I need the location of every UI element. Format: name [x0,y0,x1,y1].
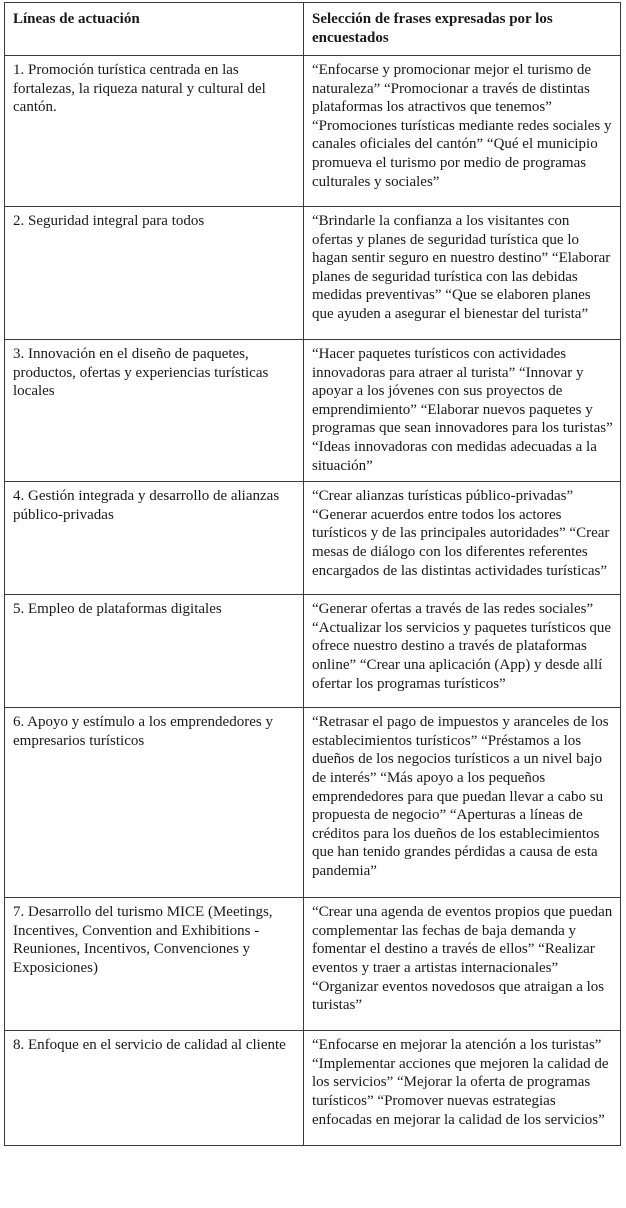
table-row [5,56,621,207]
row-line-cell: 5. Empleo de plataformas digitales [5,595,304,708]
row-phrases-cell: “Crear alianzas turísticas público-privadas” “Generar acuerdos entre todos los actores turísticos y de las principales autoridades” “Crear mesas de diálogo con los diferentes referentes encargados de las distintas actividades turísticas” [304,482,621,595]
document-page [4,2,621,1146]
header-selected-phrases: Selección de frases expresadas por los encuestados [304,3,621,56]
row-phrases-cell: “Retrasar el pago de impuestos y aranceles de los establecimientos turísticos” “Préstamos a los dueños de los negocios turísticos a un nivel bajo de interés” “Más apoyo a los pequeños emprendedores para que puedan llevar a cabo su propuesta de negocio” “Aperturas a líneas de créditos para los dueños de los establecimientos que han tenido grandes pérdidas a causa de esta pandemia” [304,708,621,898]
actions-table [4,2,621,1146]
row-phrases-cell: “Enfocarse y promocionar mejor el turismo de naturaleza” “Promocionar a través de distintas plataformas los atractivos que tenemos” “Promociones turísticas mediante redes sociales y canales oficiales del cantón” “Qué el municipio promueva el turismo por medio de programas culturales y sociales” [304,56,621,207]
table-row [5,340,621,482]
header-lines-of-action: Líneas de actuación [5,3,304,56]
table-row [5,898,621,1031]
table-header-row [5,3,621,56]
row-line-cell: 2. Seguridad integral para todos [5,207,304,340]
table-row [5,207,621,340]
table-row [5,482,621,595]
row-line-cell: 3. Innovación en el diseño de paquetes, productos, ofertas y experiencias turísticas locales [5,340,304,482]
row-phrases-cell: “Crear una agenda de eventos propios que puedan complementar las fechas de baja demanda y fomentar el destino a través de ellos” “Realizar eventos y traer a artistas internacionales” “Organizar eventos novedosos que atraigan a los turistas” [304,898,621,1031]
row-line-cell: 6. Apoyo y estímulo a los emprendedores y empresarios turísticos [5,708,304,898]
row-line-cell: 7. Desarrollo del turismo MICE (Meetings, Incentives, Convention and Exhibitions - Reuniones, Incentivos, Convenciones y Exposiciones) [5,898,304,1031]
row-phrases-cell: “Brindarle la confianza a los visitantes con ofertas y planes de seguridad turística que lo hagan sentir seguro en nuestro destino” “Elaborar planes de seguridad turística con las debidas medidas preventivas” “Que se elaboren planes que ayuden a asegurar el bienestar del turista” [304,207,621,340]
row-phrases-cell: “Enfocarse en mejorar la atención a los turistas” “Implementar acciones que mejoren la calidad de los servicios” “Mejorar la oferta de programas turísticos” “Promover nuevas estrategias enfocadas en mejorar la calidad de los servicios” [304,1031,621,1146]
table-row [5,708,621,898]
row-phrases-cell: “Generar ofertas a través de las redes sociales” “Actualizar los servicios y paquetes turísticos que ofrece nuestro destino a través de plataformas online” “Crear una aplicación (App) y desde allí ofertar los programas turísticos” [304,595,621,708]
row-line-cell: 8. Enfoque en el servicio de calidad al cliente [5,1031,304,1146]
row-line-cell: 1. Promoción turística centrada en las fortalezas, la riqueza natural y cultural del cantón. [5,56,304,207]
row-phrases-cell: “Hacer paquetes turísticos con actividades innovadoras para atraer al turista” “Innovar y apoyar a los jóvenes con sus proyectos de emprendimiento” “Elaborar nuevos paquetes y programas que sean innovadores para los turistas” “Ideas innovadoras con medidas adecuadas a la situación” [304,340,621,482]
table-row [5,595,621,708]
table-row [5,1031,621,1146]
row-line-cell: 4. Gestión integrada y desarrollo de alianzas público-privadas [5,482,304,595]
